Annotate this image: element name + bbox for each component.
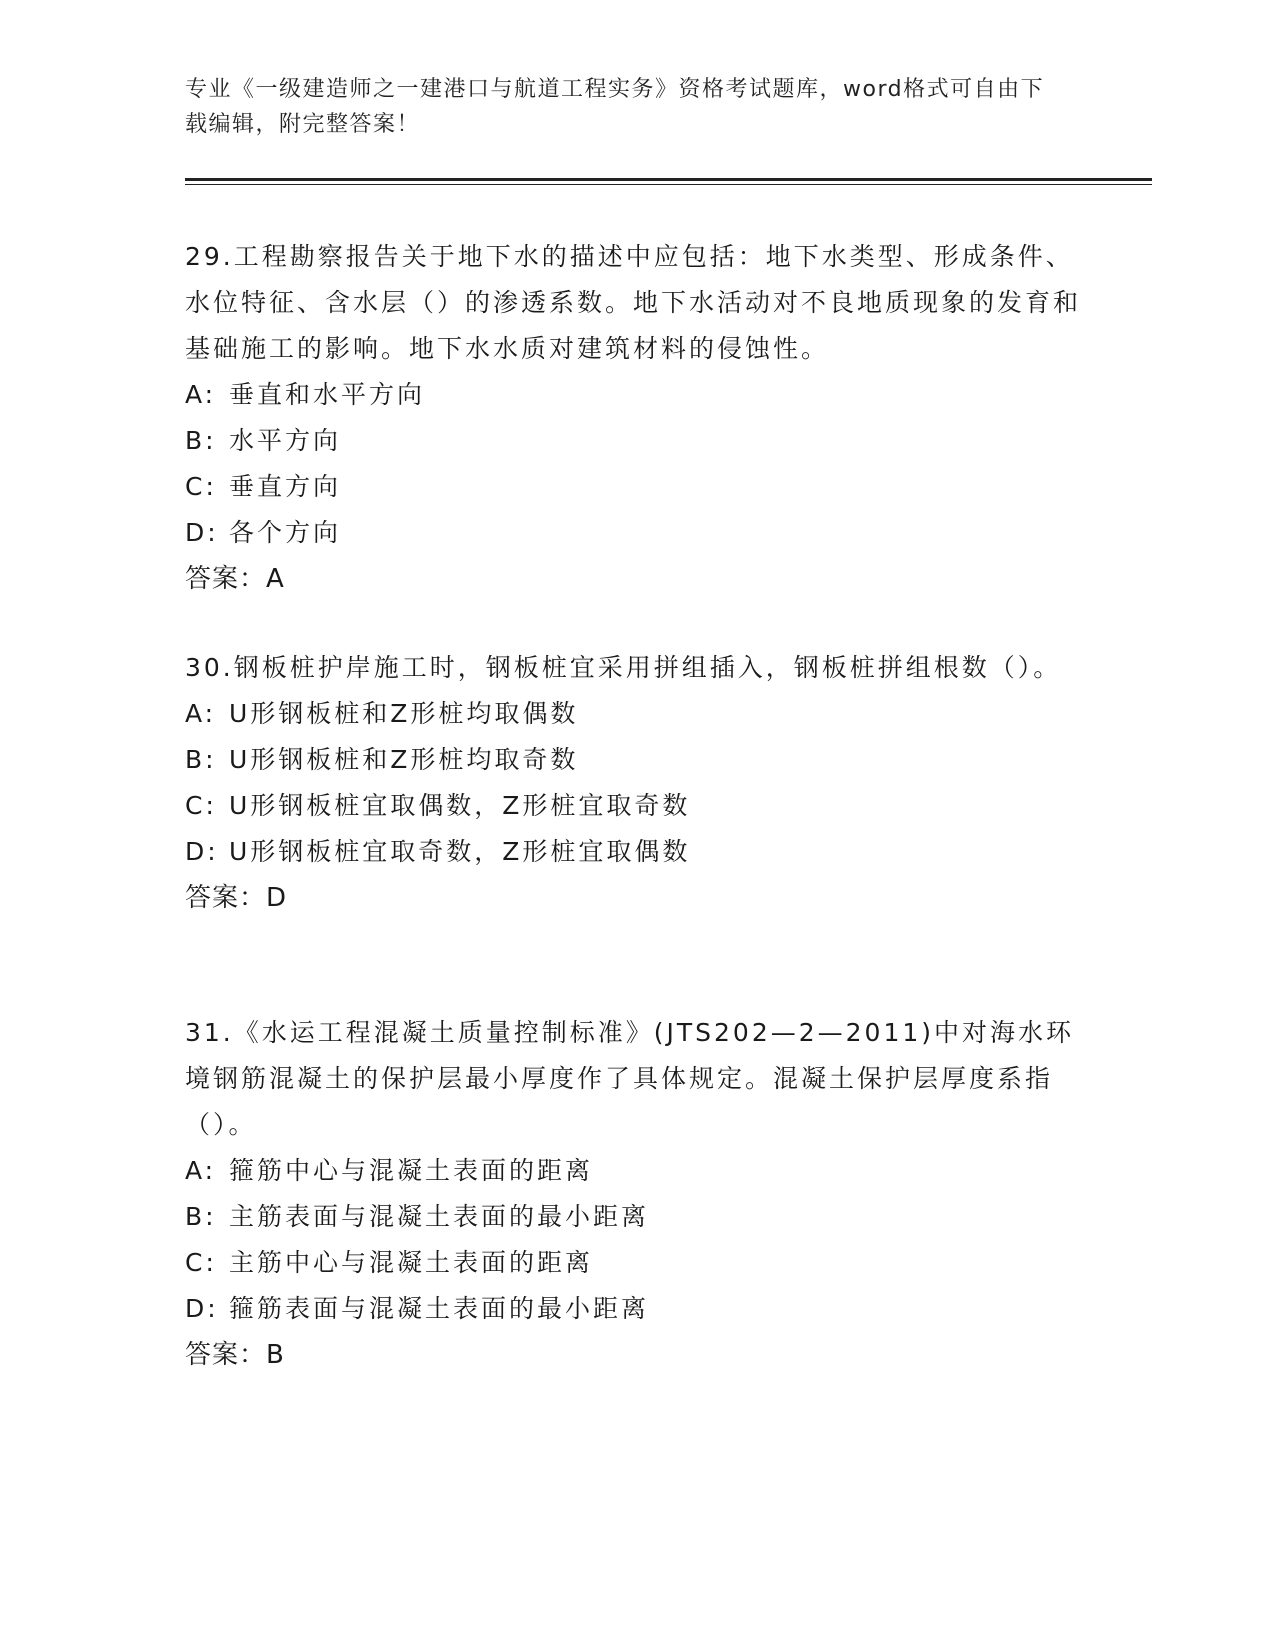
option-c	[185, 464, 1085, 510]
option-b	[185, 1194, 1085, 1240]
option-label: A:	[185, 1156, 217, 1185]
option-label: D:	[185, 837, 219, 866]
option-label: C:	[185, 791, 217, 820]
option-label: C:	[185, 1248, 217, 1277]
option-text: 箍筋表面与混凝土表面的最小距离	[229, 1294, 650, 1323]
header-divider-thick	[185, 178, 1152, 181]
question-30	[185, 645, 1085, 921]
option-text: 箍筋中心与混凝土表面的距离	[229, 1156, 594, 1185]
option-text: 垂直方向	[229, 472, 342, 501]
option-text: U形钢板桩和Z形桩均取偶数	[229, 699, 579, 728]
option-label: D:	[185, 518, 219, 547]
option-text: U形钢板桩和Z形桩均取奇数	[229, 745, 579, 774]
question-stem: 29.工程勘察报告关于地下水的描述中应包括：地下水类型、形成条件、水位特征、含水层（）的渗透系数。地下水活动对不良地质现象的发育和基础施工的影响。地下水水质对建筑材料的侵蚀性。	[185, 242, 1082, 363]
option-label: A:	[185, 380, 217, 409]
question-31	[185, 1010, 1085, 1378]
option-a	[185, 1148, 1085, 1194]
answer-line: 答案：B	[185, 1340, 285, 1370]
option-label: A:	[185, 699, 217, 728]
option-label: B:	[185, 1202, 217, 1231]
option-text: 垂直和水平方向	[229, 380, 426, 409]
option-d	[185, 1286, 1085, 1332]
option-text: 水平方向	[229, 426, 342, 455]
question-stem: 30.钢板桩护岸施工时，钢板桩宜采用拼组插入，钢板桩拼组根数（）。	[185, 653, 1062, 682]
option-text: U形钢板桩宜取偶数，Z形桩宜取奇数	[229, 791, 691, 820]
question-29	[185, 234, 1085, 602]
option-d	[185, 510, 1085, 556]
option-a	[185, 691, 1085, 737]
option-label: B:	[185, 426, 217, 455]
option-text: 各个方向	[229, 518, 342, 547]
document-header: 专业《一级建造师之一建港口与航道工程实务》资格考试题库，word格式可自由下载编辑，附完整答案！	[185, 77, 1045, 137]
question-stem: 31.《水运工程混凝土质量控制标准》(JTS202—2—2011)中对海水环境钢筋混凝土的保护层最小厚度作了具体规定。混凝土保护层厚度系指（）。	[185, 1018, 1075, 1139]
option-c	[185, 783, 1085, 829]
option-label: D:	[185, 1294, 219, 1323]
answer-line: 答案：D	[185, 883, 288, 913]
option-c	[185, 1240, 1085, 1286]
option-b	[185, 737, 1085, 783]
option-label: B:	[185, 745, 217, 774]
option-b	[185, 418, 1085, 464]
option-text: 主筋中心与混凝土表面的距离	[229, 1248, 594, 1277]
option-d	[185, 829, 1085, 875]
header-divider-thin	[185, 184, 1152, 185]
option-text: 主筋表面与混凝土表面的最小距离	[229, 1202, 650, 1231]
option-text: U形钢板桩宜取奇数，Z形桩宜取偶数	[229, 837, 691, 866]
option-a	[185, 372, 1085, 418]
answer-line: 答案：A	[185, 564, 285, 594]
option-label: C:	[185, 472, 217, 501]
